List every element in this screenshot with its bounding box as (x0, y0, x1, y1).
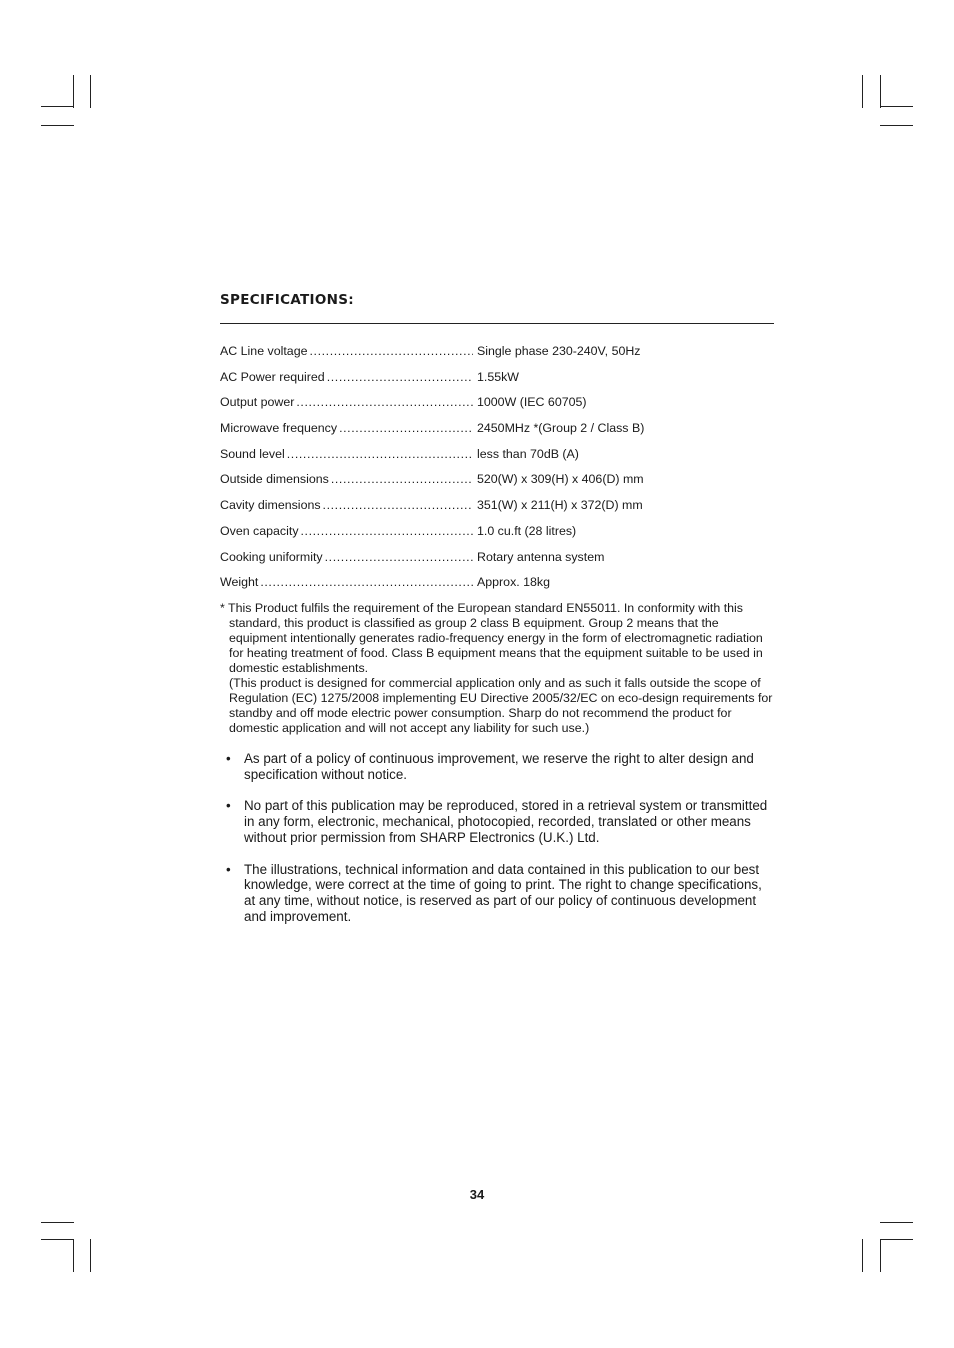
spec-label: Sound level (220, 446, 285, 461)
dot-leader (287, 445, 473, 463)
dot-leader (323, 496, 473, 514)
bullet-icon: • (226, 751, 231, 766)
spec-row (220, 445, 774, 471)
spec-row (220, 342, 774, 368)
crop-mark (880, 1239, 913, 1240)
spec-row (220, 522, 774, 548)
spec-label: Cooking uniformity (220, 549, 323, 564)
spec-value: 1.55kW (477, 369, 520, 384)
crop-mark (73, 75, 74, 108)
spec-value: 2450MHz *(Group 2 / Class B) (477, 421, 645, 436)
crop-mark (880, 1222, 913, 1223)
spec-label: Weight (220, 575, 259, 590)
title-divider (220, 323, 774, 324)
spec-label: Outside dimensions (220, 472, 329, 487)
spec-value: 351(W) x 211(H) x 372(D) mm (477, 498, 643, 513)
spec-row (220, 548, 774, 574)
spec-row (220, 393, 774, 419)
spec-label: Output power (220, 395, 295, 410)
dot-leader (327, 368, 473, 386)
spec-label: AC Power required (220, 369, 325, 384)
crop-mark (90, 75, 91, 108)
spec-value: 1.0 cu.ft (28 litres) (477, 523, 577, 538)
spec-value: 520(W) x 309(H) x 406(D) mm (477, 472, 644, 487)
spec-label: Cavity dimensions (220, 498, 321, 513)
spec-value: 1000W (IEC 60705) (477, 395, 587, 410)
spec-value: less than 70dB (A) (477, 446, 579, 461)
dot-leader (331, 470, 473, 488)
spec-row (220, 419, 774, 445)
list-item (226, 862, 774, 925)
crop-mark (862, 75, 863, 108)
list-item (226, 751, 774, 782)
page-title: SPECIFICATIONS: (220, 292, 354, 308)
footnote-paragraph: (This product is designed for commercial application only and as such it falls outside the scope of Regulation (EC) 1275/2008 implementing EU Directive 2005/32/EC on eco-design requirements for standby and off mode electric power consumption. Sharp do not recommend the product for domestic application and will not accept any liability for such use.) (229, 676, 773, 735)
notes-list (226, 751, 774, 940)
dot-leader (309, 342, 473, 360)
spec-row (220, 573, 774, 599)
spec-list (220, 342, 774, 599)
spec-label: Oven capacity (220, 523, 299, 538)
spec-label: Microwave frequency (220, 421, 338, 436)
dot-leader (296, 393, 473, 411)
spec-label: AC Line voltage (220, 344, 308, 358)
list-item (226, 798, 774, 845)
crop-mark (880, 125, 913, 126)
crop-mark (41, 106, 74, 107)
dot-leader (301, 522, 473, 540)
spec-row (220, 368, 774, 394)
crop-mark (90, 1239, 91, 1272)
crop-mark (41, 125, 74, 126)
bullet-icon: • (226, 861, 231, 877)
dot-leader (339, 419, 473, 437)
spec-row (220, 496, 774, 522)
note-text: As part of a policy of continuous improvement, we reserve the right to alter design and specification without notice. (244, 751, 754, 782)
dot-leader (260, 573, 473, 591)
crop-mark (862, 1239, 863, 1272)
footnote (220, 601, 776, 736)
dot-leader (325, 548, 473, 566)
spec-value: Rotary antenna system (477, 549, 605, 564)
note-text: No part of this publication may be reproduced, stored in a retrieval system or transmitted in any form, electronic, mechanical, photocopied, recorded, translated or other means without prior permission from SHARP Electronics (U.K.) Ltd. (244, 798, 768, 845)
bullet-icon: • (226, 798, 231, 814)
crop-mark (880, 106, 913, 107)
footnote-paragraph: * This Product fulfils the requirement of the European standard EN55011. In conformity with this standard, this product is classified as group 2 class B equipment. Group 2 means that the equipment intentionally generates radio-frequency energy in the form of electromagnetic radiation for heating treatment of food. Class B equipment means that the equipment suitable to be used in domestic establishments. (220, 601, 763, 675)
crop-mark (880, 75, 881, 108)
spec-row (220, 470, 774, 496)
crop-mark (41, 1239, 74, 1240)
crop-mark (73, 1239, 74, 1272)
spec-value: Single phase 230-240V, 50Hz (477, 344, 641, 358)
crop-mark (41, 1222, 74, 1223)
note-text: The illustrations, technical information and data contained in this publication to our best knowledge, were correct at the time of going to print. The right to change specifications, at any time, without notice, is reserved as part of our policy of continuous development and improvement. (244, 861, 762, 924)
crop-mark (880, 1239, 881, 1272)
page-number: 34 (469, 1187, 485, 1202)
spec-value: Approx. 18kg (477, 575, 551, 590)
